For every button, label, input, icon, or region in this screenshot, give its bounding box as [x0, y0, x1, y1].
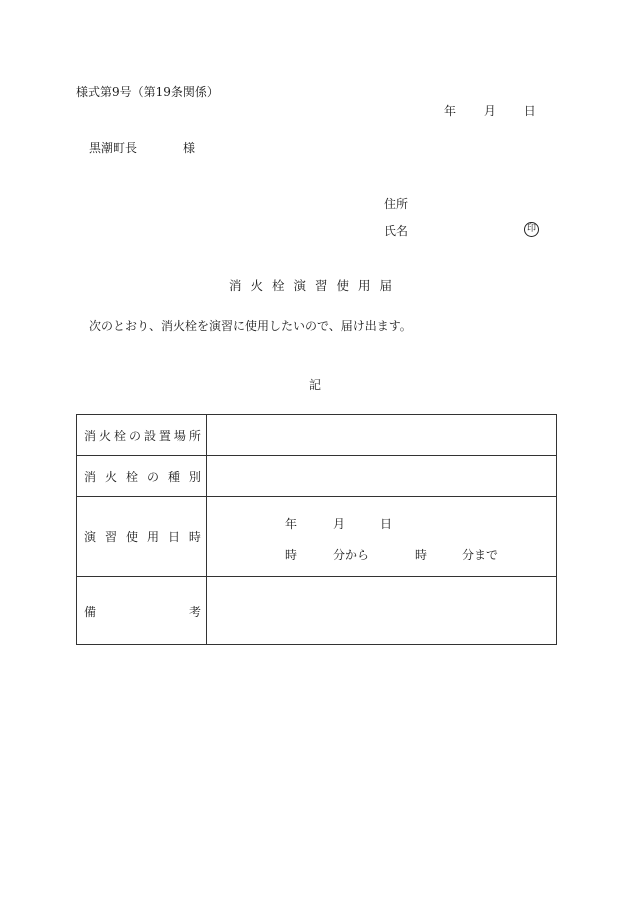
- address-label: 住所: [384, 197, 409, 211]
- addressee-honorific: 様: [183, 141, 196, 155]
- label-char: 場: [173, 428, 186, 443]
- label-char: 消: [84, 469, 97, 484]
- body-text: 次のとおり、消火栓を演習に使用したいので、届け出ます。: [89, 319, 412, 333]
- datetime-block: [207, 497, 556, 576]
- label-char: 用: [146, 530, 159, 544]
- row-label: [77, 497, 207, 577]
- label-char: 置: [158, 428, 171, 443]
- label-char: 火: [104, 469, 117, 484]
- label-char: 設: [143, 428, 156, 443]
- usage-datetime-field[interactable]: [207, 497, 557, 577]
- row-label: [77, 456, 207, 497]
- label-spread: [84, 528, 201, 545]
- label-char: 栓: [125, 469, 138, 484]
- label-char: 考: [188, 605, 201, 619]
- dt-month: 月: [333, 517, 346, 531]
- label-char: 別: [188, 469, 201, 484]
- installation-location-field[interactable]: [207, 415, 557, 456]
- seal-mark: 印: [524, 222, 539, 237]
- dt-minute-from: 分から: [333, 548, 370, 562]
- row-label: [77, 577, 207, 645]
- label-char: 火: [98, 428, 111, 443]
- label-spread: [84, 603, 201, 620]
- dt-year: 年: [285, 517, 298, 531]
- label-char: の: [128, 428, 141, 443]
- table-row: [77, 456, 557, 497]
- hydrant-type-field[interactable]: [207, 456, 557, 497]
- label-char: 時: [188, 530, 201, 544]
- dt-hour-to: 時: [415, 548, 428, 562]
- table-row: [77, 415, 557, 456]
- label-char: 演: [84, 530, 97, 544]
- dt-hour-from: 時: [285, 548, 298, 562]
- label-char: 所: [188, 428, 201, 443]
- date-month-label: 月: [483, 104, 496, 118]
- label-char: 種: [167, 469, 180, 484]
- date-day-label: 日: [523, 104, 536, 118]
- name-label: 氏名: [384, 224, 409, 238]
- label-char: 備: [84, 605, 97, 619]
- label-char: の: [146, 469, 159, 484]
- label-char: 日: [167, 530, 180, 544]
- addressee-name: 黒潮町長: [89, 141, 138, 155]
- submission-date: [444, 105, 536, 117]
- label-char: 消: [84, 428, 97, 443]
- table-row: [77, 577, 557, 645]
- table-row: [77, 497, 557, 577]
- label-char: 栓: [113, 428, 126, 443]
- row-label: [77, 415, 207, 456]
- label-char: 習: [104, 530, 117, 544]
- dt-minute-to: 分まで: [462, 548, 499, 562]
- label-char: 使: [125, 530, 138, 544]
- label-spread: [84, 468, 201, 485]
- details-table: [76, 414, 557, 645]
- remarks-field[interactable]: [207, 577, 557, 645]
- document-title: 消火栓演習使用届: [228, 278, 401, 293]
- label-spread: [84, 427, 201, 444]
- ki-heading: 記: [308, 378, 321, 392]
- dt-day: 日: [380, 517, 393, 531]
- form-number: 様式第9号（第19条関係）: [76, 85, 219, 99]
- addressee: [89, 142, 195, 154]
- date-year-label: 年: [444, 104, 457, 118]
